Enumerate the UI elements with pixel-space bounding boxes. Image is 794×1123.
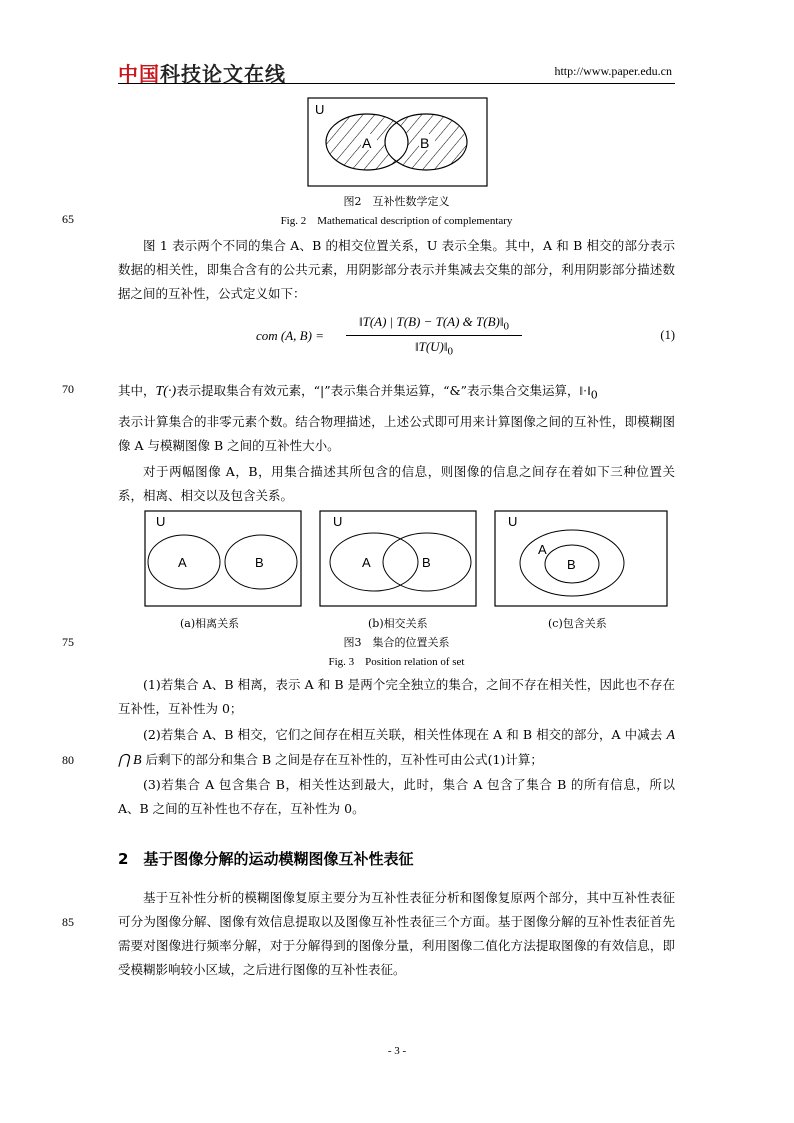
equation-denominator: $‖T(U)‖_0$ bbox=[414, 339, 454, 358]
site-logo: 中国科技论文在线 bbox=[118, 62, 286, 86]
paragraph-2: 其中，T(·)表示提取集合有效元素，“|”表示集合并集运算，“&”表示集合交集运算，$‖\cdot‖_0$ bbox=[118, 383, 598, 402]
paragraph-3: 对于两幅图像 A，B，用集合描述其所包含的信息，则图像的信息之间存在着如下三种位置关系，相离、相交以及包含关系。 bbox=[118, 464, 675, 503]
section-heading: 2 基于图像分解的运动模糊图像互补性表征 bbox=[118, 850, 414, 868]
fig3a-label-u: U bbox=[156, 514, 166, 529]
fig3a-label-a: A bbox=[178, 555, 187, 570]
header-rule bbox=[118, 83, 675, 84]
line-number: 80 bbox=[62, 753, 74, 767]
fig3b-subcaption: (b)相交关系 bbox=[368, 617, 428, 630]
equation-numerator: ‖T(A) | T(B) − T(A) & $T(B)‖_0$ bbox=[358, 314, 510, 333]
fig2-label-a: A bbox=[362, 135, 372, 151]
fig3b-label-b: B bbox=[422, 555, 431, 570]
fig3b-label-u: U bbox=[333, 514, 343, 529]
equation-number: (1) bbox=[660, 328, 675, 342]
list-item-2: (2)若集合 A、B 相交，它们之间存在相互关联，相关性体现在 A 和 B 相交的部分，A 中减去 A ⋂ B 后剩下的部分和集合 B 之间是存在互补性的，互补性可由公式(1)计算； bbox=[118, 727, 675, 768]
fig3a-subcaption: (a)相离关系 bbox=[180, 617, 240, 630]
fig2-label-u: U bbox=[315, 102, 325, 117]
fig2-caption-cn: 图2 互补性数学定义 bbox=[343, 195, 450, 208]
paragraph-1: 图 1 表示两个不同的集合 A、B 的相交位置关系，U 表示全集。其中，A 和 B 相交的部分表示数据的相关性，即集合含有的公共元素，用阴影部分表示并集减去交集的部分，利用阴影部分描述数据之间的互补性，公式定义如下： bbox=[118, 238, 675, 301]
paragraph-2-cont: 表示计算集合的非零元素个数。结合物理描述，上述公式即可用来计算图像之间的互补性，即模糊图像 A 与模糊图像 B 之间的互补性大小。 bbox=[118, 414, 675, 453]
fig3a-label-b: B bbox=[255, 555, 264, 570]
list-item-3: (3)若集合 A 包含集合 B，相关性达到最大，此时，集合 A 包含了集合 B 的所有信息，所以 A、B 之间的互补性也不存在，互补性为 0。 bbox=[118, 777, 675, 816]
equation-fraction-bar bbox=[346, 335, 522, 336]
fig3c-subcaption: (c)包含关系 bbox=[548, 617, 607, 630]
equation-lhs: com (A, B) = bbox=[256, 328, 324, 343]
fig2-caption-en: Fig. 2 Mathematical description of complementary bbox=[280, 215, 513, 227]
fig3-caption-cn: 图3 集合的位置关系 bbox=[343, 636, 450, 649]
fig3c-label-a: A bbox=[538, 542, 547, 557]
equation-1 bbox=[118, 312, 675, 362]
fig3c-label-b: B bbox=[567, 557, 576, 572]
fig2-label-b: B bbox=[420, 135, 430, 151]
fig3-caption-en: Fig. 3 Position relation of set bbox=[328, 656, 465, 668]
figure-2-venn bbox=[307, 97, 489, 187]
line-number: 70 bbox=[62, 382, 74, 396]
fig3b-label-a: A bbox=[362, 555, 371, 570]
line-number: 65 bbox=[62, 212, 74, 226]
fig3c-label-u: U bbox=[508, 514, 518, 529]
paragraph-4: 基于互补性分析的模糊图像复原主要分为互补性表征分析和图像复原两个部分，其中互补性表征可分为图像分解、图像有效信息提取以及图像互补性表征三个方面。基于图像分解的互补性表征首先需要对图像进行频率分解，对于分解得到的图像分量，利用图像二值化方法提取图像的有效信息，即受模糊影响较小区域，之后进行图像的互补性表征。 bbox=[118, 890, 675, 977]
line-number: 85 bbox=[62, 915, 74, 929]
list-item-1: (1)若集合 A、B 相离，表示 A 和 B 是两个完全独立的集合，之间不存在相关性，因此也不存在互补性，互补性为 0； bbox=[118, 677, 675, 716]
header-url: http://www.paper.edu.cn bbox=[554, 64, 672, 78]
line-number: 75 bbox=[62, 635, 74, 649]
figure-3-venn bbox=[144, 510, 669, 610]
page-number: - 3 - bbox=[387, 1045, 407, 1057]
